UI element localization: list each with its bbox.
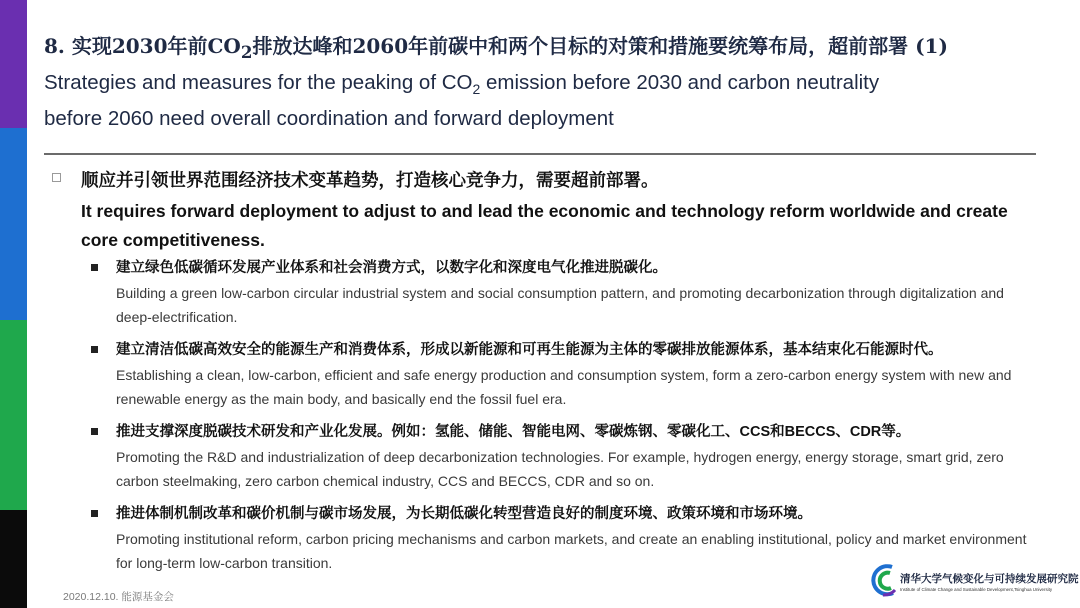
sub-point-english: Building a green low-carbon circular industrial system and social consumption pattern, and promoting decarbonization through digitalization and deep-electrification. xyxy=(116,285,1004,325)
footer-date-source: 2020.12.10. 能源基金会 xyxy=(63,591,174,603)
title-english xyxy=(44,68,1074,134)
side-stripe-black xyxy=(0,510,27,608)
title-chinese xyxy=(44,30,1074,62)
sub-point-english: Establishing a clean, low-carbon, efficient and safe energy production and consumption system, form a zero-carbon energy system with new and renewable energy as the main body, and basically end the fossil fuel era. xyxy=(116,367,1012,407)
main-point xyxy=(50,167,1040,255)
side-stripe-green xyxy=(0,320,27,510)
hollow-square-bullet-icon xyxy=(52,173,61,182)
logo-chinese-name: 清华大学气候变化与可持续发展研究院 xyxy=(900,573,1079,585)
sub-point-item xyxy=(91,257,1036,329)
sub-point-list xyxy=(91,257,1036,585)
sub-point-chinese: 建立绿色低碳循环发展产业体系和社会消费方式，以数字化和深度电气化推进脱碳化。 xyxy=(116,260,667,276)
sub-point-item xyxy=(91,339,1036,411)
side-stripe-purple xyxy=(0,0,27,128)
title-en-subscript: 2 xyxy=(472,81,481,98)
title-divider xyxy=(44,153,1036,155)
title-en-part1: Strategies and measures for the peaking of CO xyxy=(44,71,473,94)
sub-point-english: Promoting the R&D and industrialization of deep decarbonization technologies. For example, hydrogen energy, energy storage, smart grid, zero carbon steelmaking, zero carbon chemical industry, CCS and BECCS, CDR and so on. xyxy=(116,449,1004,489)
title-en-line2: before 2060 need overall coordination and forward deployment xyxy=(44,107,614,131)
sub-point-item xyxy=(91,421,1036,493)
square-bullet-icon xyxy=(91,264,98,271)
sub-point-chinese: 推进支撑深度脱碳技术研发和产业化发展。例如：氢能、储能、智能电网、零碳炼钢、零碳化工、CCS和BECCS、CDR等。 xyxy=(116,424,911,440)
square-bullet-icon xyxy=(91,510,98,517)
institute-logo xyxy=(868,562,1079,600)
institute-logo-icon xyxy=(868,562,898,598)
square-bullet-icon xyxy=(91,428,98,435)
side-stripe-blue xyxy=(0,128,27,320)
main-point-chinese: 顺应并引领世界范围经济技术变革趋势，打造核心竞争力，需要超前部署。 xyxy=(81,170,659,190)
title-cn-subscript: 2 xyxy=(240,42,253,62)
logo-english-name: Institute of Climate Change and Sustainable Development,Tsinghua University xyxy=(900,587,1053,592)
sub-point-chinese: 推进体制机制改革和碳价机制与碳市场发展，为长期低碳化转型营造良好的制度环境、政策环境和市场环境。 xyxy=(116,506,812,522)
sub-point-english: Promoting institutional reform, carbon pricing mechanisms and carbon markets, and create an enabling institutional, policy and market environment for long-term low-carbon transition. xyxy=(116,531,1027,571)
sub-point-chinese: 建立清洁低碳高效安全的能源生产和消费体系，形成以新能源和可再生能源为主体的零碳排放能源体系，基本结束化石能源时代。 xyxy=(116,342,943,358)
title-cn-part2: 排放达峰和2060年前碳中和两个目标的对策和措施要统筹布局，超前部署 (1) xyxy=(252,34,948,58)
title-en-part2: emission before 2030 and carbon neutrality xyxy=(480,71,880,94)
main-point-english: It requires forward deployment to adjust to and lead the economic and technology reform worldwide and create core competitiveness. xyxy=(81,201,1008,250)
title-cn-part1: 8. 实现2030年前CO xyxy=(44,34,241,58)
square-bullet-icon xyxy=(91,346,98,353)
slide-title xyxy=(44,30,1074,134)
